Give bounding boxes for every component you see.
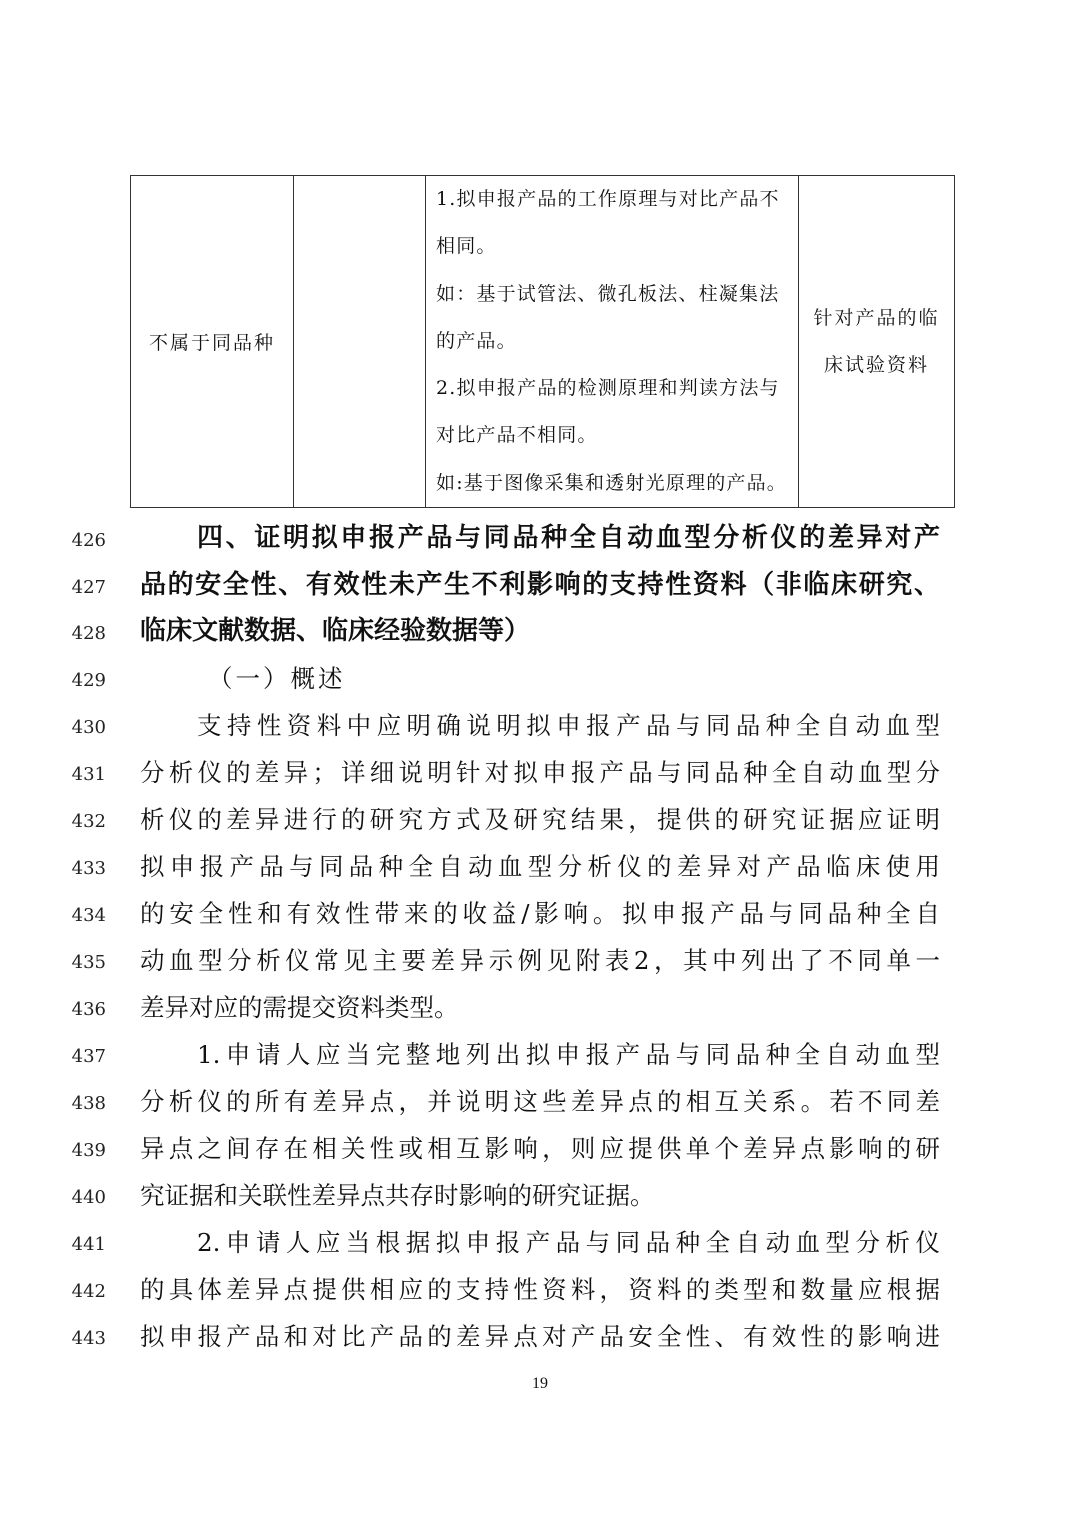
text-line: [0, 1266, 1080, 1313]
paragraph-line: 动血型分析仪常见主要差异示例见附表2，其中列出了不同单一: [140, 946, 940, 975]
text-line: [0, 984, 1080, 1031]
line-number: 430: [71, 717, 106, 738]
text-line: [0, 843, 1080, 890]
empty-cell: [294, 176, 426, 508]
page-number: 19: [532, 1375, 548, 1392]
requirement-cell: [799, 176, 955, 508]
paragraph-line: 1.申请人应当完整地列出拟申报产品与同品种全自动血型: [197, 1040, 940, 1069]
text-line: [0, 1172, 1080, 1219]
text-line: [0, 1219, 1080, 1266]
requirement-line: 针对产品的临: [813, 306, 940, 329]
paragraph-line: 的安全性和有效性带来的收益/影响。拟申报产品与同品种全自: [140, 899, 940, 928]
section-heading: 品的安全性、有效性未产生不利影响的支持性资料（非临床研究、: [140, 570, 940, 600]
description-line: 如：基于试管法、微孔板法、柱凝集法: [436, 282, 780, 305]
text-line: [0, 1031, 1080, 1078]
description-line: 如:基于图像采集和透射光原理的产品。: [436, 471, 788, 494]
line-number: 429: [71, 670, 106, 691]
paragraph-line: 2.申请人应当根据拟申报产品与同品种全自动血型分析仪: [197, 1228, 940, 1257]
paragraph-line: 异点之间存在相关性或相互影响，则应提供单个差异点影响的研: [140, 1134, 940, 1163]
paragraph-line: 的具体差异点提供相应的支持性资料，资料的类型和数量应根据: [140, 1275, 940, 1304]
line-number: 434: [71, 905, 106, 926]
text-line: [0, 1313, 1080, 1360]
text-line: [0, 749, 1080, 796]
description-line: 相同。: [436, 235, 497, 258]
line-number: 427: [71, 577, 106, 598]
line-number: 432: [71, 811, 106, 832]
description-line: 对比产品不相同。: [436, 424, 598, 447]
line-number: 443: [71, 1328, 106, 1349]
paragraph-line: 拟申报产品和对比产品的差异点对产品安全性、有效性的影响进: [140, 1322, 940, 1351]
text-line: [0, 937, 1080, 984]
table-row: [131, 176, 955, 508]
section-heading: 四、证明拟申报产品与同品种全自动血型分析仪的差异对产: [197, 523, 940, 553]
line-number: 437: [71, 1046, 106, 1067]
line-number: 433: [71, 858, 106, 879]
text-line: [0, 796, 1080, 843]
paragraph-line: 究证据和关联性差异点共存时影响的研究证据。: [140, 1181, 655, 1210]
text-line: [0, 702, 1080, 749]
comparison-table: [130, 175, 955, 508]
text-line: [0, 515, 1080, 562]
line-number: 435: [71, 952, 106, 973]
description-line: 的产品。: [436, 329, 517, 352]
paragraph-line: 拟申报产品与同品种全自动血型分析仪的差异对产品临床使用: [140, 852, 940, 881]
text-line: [0, 890, 1080, 937]
line-number: 442: [71, 1281, 106, 1302]
description-line: 2.拟申报产品的检测原理和判读方法与: [436, 377, 780, 400]
paragraph-line: 分析仪的所有差异点，并说明这些差异点的相互关系。若不同差: [140, 1087, 940, 1116]
text-line: [0, 655, 1080, 702]
text-line: [0, 1078, 1080, 1125]
line-number: 431: [71, 764, 106, 785]
subsection-heading: （一）概述: [208, 664, 346, 693]
line-number: 440: [71, 1187, 106, 1208]
paragraph-line: 分析仪的差异；详细说明针对拟申报产品与同品种全自动血型分: [140, 758, 940, 787]
description-line: 1.拟申报产品的工作原理与对比产品不: [436, 188, 780, 210]
paragraph-line: 支持性资料中应明确说明拟申报产品与同品种全自动血型: [197, 711, 940, 740]
text-line: [0, 608, 1080, 655]
line-number: 438: [71, 1093, 106, 1114]
description-cell: [426, 176, 799, 508]
requirement-line: 床试验资料: [823, 353, 929, 376]
line-number: 436: [71, 999, 106, 1020]
category-cell: 不属于同品种: [131, 176, 294, 508]
paragraph-line: 析仪的差异进行的研究方式及研究结果，提供的研究证据应证明: [140, 805, 940, 834]
line-number: 441: [71, 1234, 106, 1255]
section-heading: 临床文献数据、临床经验数据等）: [140, 616, 531, 646]
line-number: 428: [71, 623, 106, 644]
text-line: [0, 562, 1080, 609]
text-line: [0, 1125, 1080, 1172]
paragraph-line: 差异对应的需提交资料类型。: [140, 993, 459, 1022]
line-number: 439: [71, 1140, 106, 1161]
line-number: 426: [71, 530, 106, 551]
